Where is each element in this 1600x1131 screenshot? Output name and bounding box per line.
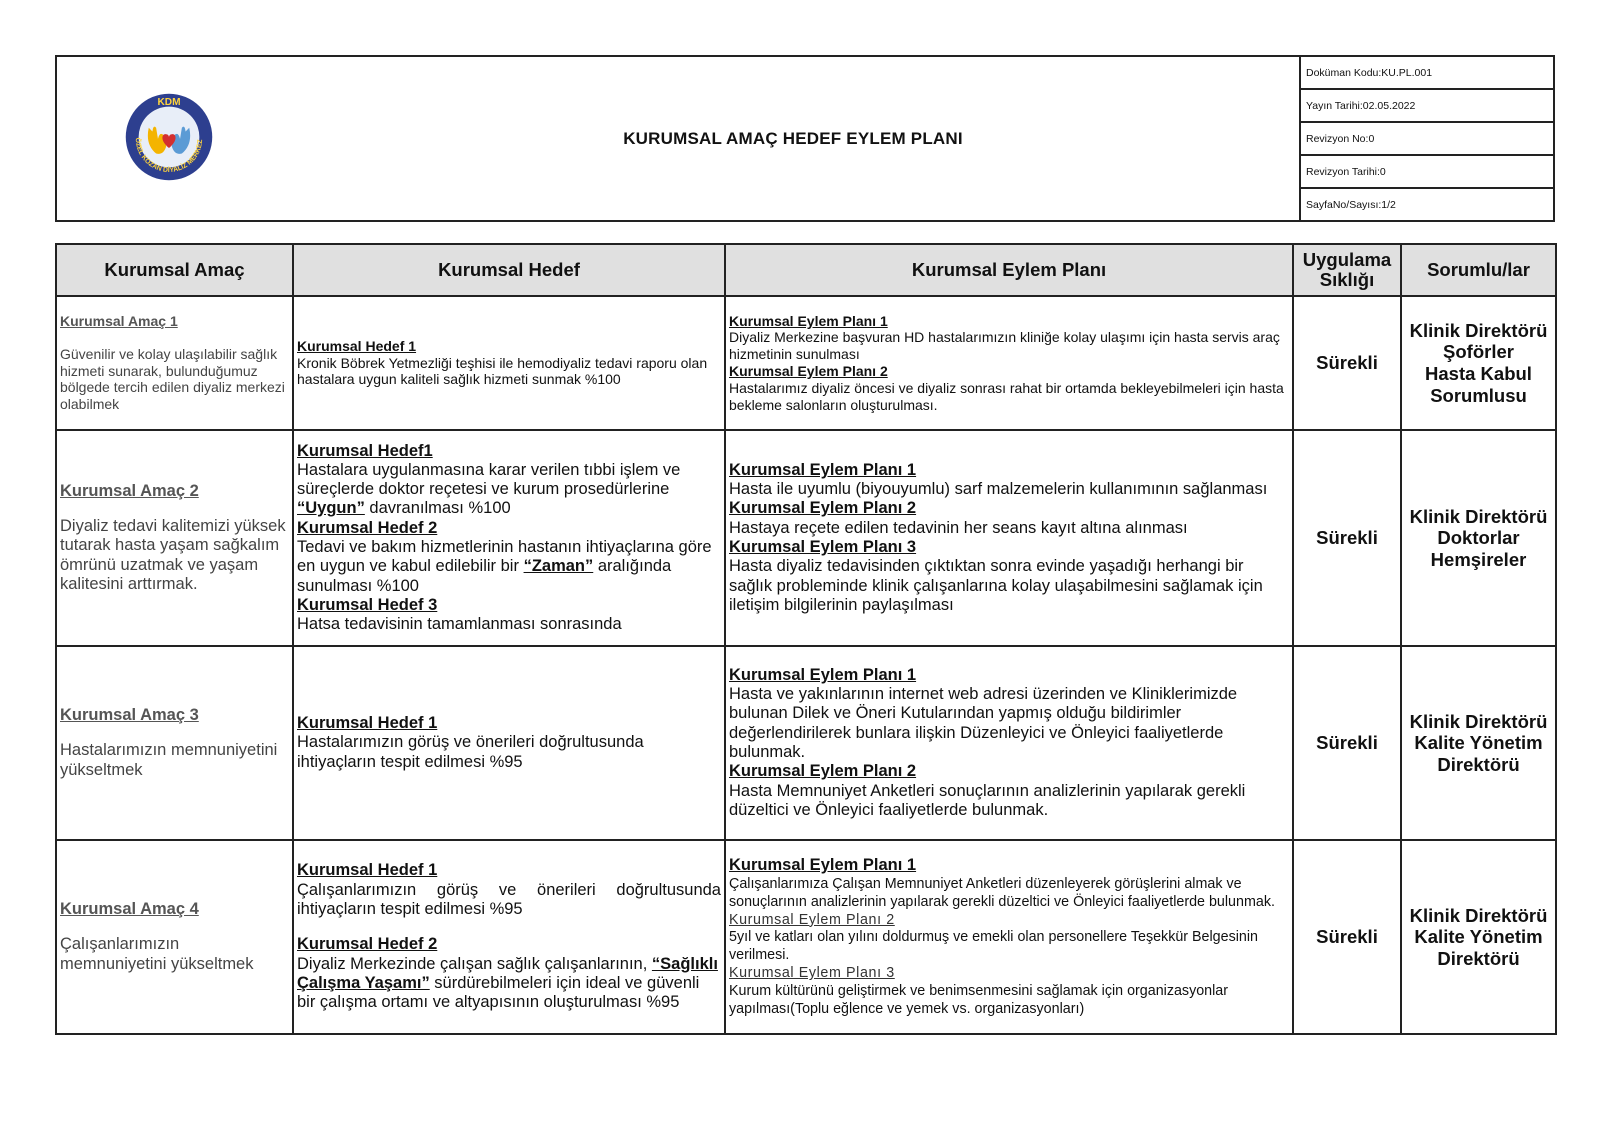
sorumlu-item: Klinik Direktörü — [1409, 319, 1548, 341]
kdm-logo-icon — [123, 91, 215, 183]
sorumlu-item: Kalite Yönetim — [1414, 926, 1543, 948]
hedef-title: Kurumsal Hedef 1 — [297, 861, 438, 880]
eylem-text: Kurum kültürünü geliştirmek ve benimsenmesini sağlamak için organizasyonlar yapılması(Toplu eğlence ve yemek vs. organizasyonları) — [729, 983, 1229, 1017]
amac-cell — [56, 296, 293, 430]
eylem-text: Hasta ve yakınlarının internet web adresi üzerinden ve Kliniklerimizde bulunan Dilek ve Öneri Kutularından yapmış olduğu bildirimler değerlendirilerek bunlara ilişkin Düzenleyici ve Önleyici faaliyetlerde bulunmak. — [729, 685, 1238, 761]
siklik-cell: Sürekli — [1293, 296, 1401, 430]
meta-page-number: SayfaNo/Sayısı:1/2 — [1306, 198, 1396, 211]
sorumlu-item: Şoförler — [1443, 341, 1514, 363]
sorumlu-item: Klinik Direktörü — [1409, 505, 1548, 527]
meta-publish-date: Yayın Tarihi:02.05.2022 — [1301, 90, 1553, 123]
sorumlu-cell — [1401, 646, 1556, 840]
sorumlu-item: Direktörü — [1437, 947, 1520, 969]
table-row — [56, 430, 1556, 646]
amac-text: Güvenilir ve kolay ulaşılabilir sağlık hizmeti sunarak, bulunduğumuz bölgede tercih edilen diyaliz merkezi olabilmek — [60, 345, 285, 413]
logo-top-text: KDM — [157, 96, 181, 108]
amac-cell — [56, 840, 293, 1034]
eylem-cell — [725, 296, 1293, 430]
eylem-text: Hasta diyaliz tedavisinden çıktıktan sonra evinde yaşadığı herhangi bir sağlık probleminde klinik çalışanlarına kolay ulaşabilmesini sağlamak için iletişim bilgilerinin paylaşılması — [729, 557, 1263, 614]
hedef-text-part: aralığında sunulması %100 — [297, 557, 672, 595]
eylem-title: Kurumsal Eylem Planı 1 — [729, 665, 917, 684]
hedef-title: Kurumsal Hedef 3 — [297, 595, 438, 614]
hedef-cell — [293, 646, 725, 840]
meta-document-code: Doküman Kodu:KU.PL.001 — [1301, 57, 1553, 90]
hedef-text-part: Tedavi ve bakım hizmetlerinin hastanın ihtiyaçlarına göre en uygun ve kabul edilebilir bir — [297, 538, 712, 576]
table-header-row — [56, 244, 1556, 296]
sorumlu-cell — [1401, 840, 1556, 1034]
hedef-text — [297, 538, 721, 596]
hedef-title: Kurumsal Hedef 2 — [297, 935, 438, 954]
amac-title: Kurumsal Amaç 1 — [60, 313, 178, 329]
column-header-sorumlu: Sorumlu/lar — [1401, 244, 1556, 296]
eylem-text: Hasta ile uyumlu (biyouyumlu) sarf malzemelerin kullanımının sağlanması — [729, 480, 1268, 499]
eylem-text: Çalışanlarımıza Çalışan Memnuniyet Anketleri düzenleyerek görüşlerini almak ve sonuçlarının analizlerinin yapılarak gerekli düzeltici ve Önleyici faaliyetlerde bulunmak. — [729, 875, 1275, 910]
eylem-cell — [725, 430, 1293, 646]
eylem-title: Kurumsal Eylem Planı 2 — [729, 499, 917, 518]
hedef-title: Kurumsal Hedef 2 — [297, 518, 438, 537]
hedef-text: Hastalarımızın görüş ve önerileri doğrultusunda ihtiyaçların tespit edilmesi %95 — [297, 733, 644, 771]
eylem-cell — [725, 840, 1293, 1034]
hedef-text: Hatsa tedavisinin tamamlanması sonrasında — [297, 615, 622, 634]
siklik-cell: Sürekli — [1293, 646, 1401, 840]
amac-text: Çalışanlarımızın memnuniyetini yükseltmek — [60, 935, 254, 973]
sorumlu-item: Klinik Direktörü — [1409, 710, 1548, 732]
hedef-cell — [293, 430, 725, 646]
hedef-text — [297, 461, 721, 519]
siklik-cell: Sürekli — [1293, 430, 1401, 646]
table-row — [56, 646, 1556, 840]
eylem-text: Hastaya reçete edilen tedavinin her seans kayıt altına alınması — [729, 518, 1188, 537]
amac-cell — [56, 430, 293, 646]
eylem-title: Kurumsal Eylem Planı 2 — [729, 363, 888, 379]
amac-text: Diyaliz tedavi kalitemizi yüksek tutarak hasta yaşam sağkalım ömrünü uzatmak ve yaşam kalitesini arttırmak. — [60, 517, 286, 593]
logo-ring-text: ÖZEL KOZAN DİYALİZ MERKEZ — [133, 137, 205, 175]
document-title: KURUMSAL AMAÇ HEDEF EYLEM PLANI — [623, 128, 963, 148]
hedef-text-part: sürdürebilmeleri için ideal ve güvenli bir çalışma ortamı ve altyapısının oluşturulması %95 — [297, 973, 700, 1012]
sorumlu-cell — [1401, 296, 1556, 430]
hedef-cell — [293, 840, 725, 1034]
hedef-emphasis: “Uygun” — [297, 499, 365, 518]
amac-title: Kurumsal Amaç 2 — [60, 481, 199, 500]
hedef-text — [297, 955, 721, 1013]
eylem-title: Kurumsal Eylem Planı 1 — [729, 856, 917, 875]
document-meta — [1299, 57, 1553, 220]
hedef-text-part: Hastalara uygulanmasına karar verilen tıbbi işlem ve süreçlerde doktor reçetesi ve kurum prosedürlerine — [297, 460, 681, 499]
table-row — [56, 840, 1556, 1034]
eylem-title: Kurumsal Eylem Planı 2 — [729, 762, 917, 781]
amac-title: Kurumsal Amaç 4 — [60, 900, 199, 919]
hedef-text-part: Diyaliz Merkezinde çalışan sağlık çalışanlarının, — [297, 954, 652, 973]
amac-title: Kurumsal Amaç 3 — [60, 706, 199, 725]
sorumlu-item: Doktorlar — [1437, 527, 1520, 549]
plan-table — [55, 243, 1557, 1035]
hedef-emphasis: “Sağlıklı Çalışma Yaşamı” — [297, 954, 718, 992]
sorumlu-item: Sorumlusu — [1430, 384, 1527, 406]
column-header-siklik: Uygulama Sıklığı — [1293, 244, 1401, 296]
sorumlu-item: Direktörü — [1437, 753, 1520, 775]
eylem-title: Kurumsal Eylem Planı 2 — [729, 911, 895, 928]
sorumlu-item: Hasta Kabul — [1425, 363, 1532, 384]
eylem-text: Hasta Memnuniyet Anketleri sonuçlarının analizlerinin yapılarak gerekli düzeltici ve Önleyici faaliyetlerde bulunmak. — [729, 781, 1246, 819]
eylem-title: Kurumsal Eylem Planı 3 — [729, 965, 895, 982]
hedef-title: Kurumsal Hedef 1 — [297, 714, 438, 733]
eylem-text: 5yıl ve katları olan yılını doldurmuş ve emekli olan personellere Teşekkür Belgesinin verilmesi. — [729, 929, 1258, 964]
hedef-title: Kurumsal Hedef 1 — [297, 337, 417, 354]
column-header-hedef: Kurumsal Hedef — [293, 244, 725, 296]
hedef-text-part: davranılması %100 — [364, 499, 511, 518]
hedef-cell — [293, 296, 725, 430]
column-header-eylem: Kurumsal Eylem Planı — [725, 244, 1293, 296]
sorumlu-cell — [1401, 430, 1556, 646]
table-row — [56, 296, 1556, 430]
eylem-cell — [725, 646, 1293, 840]
sorumlu-item: Klinik Direktörü — [1409, 904, 1548, 926]
eylem-text: Diyaliz Merkezine başvuran HD hastalarımızın kliniğe kolay ulaşımı için hasta servis araç hizmetinin sunulması — [729, 329, 1280, 363]
sorumlu-item: Hemşireler — [1430, 548, 1527, 570]
hedef-text: Çalışanlarımızın görüş ve önerileri doğrultusunda ihtiyaçların tespit edilmesi %95 — [297, 880, 721, 919]
hedef-text: Kronik Böbrek Yetmezliği teşhisi ile hemodiyaliz tedavi raporu olan hastalara uygun kaliteli sağlık hizmeti sunmak %100 — [297, 354, 708, 388]
eylem-text: Hastalarımız diyaliz öncesi ve diyaliz sonrası rahat bir ortamda bekleyebilmeleri için hasta bekleme salonların oluşturulması. — [729, 379, 1284, 413]
eylem-title: Kurumsal Eylem Planı 1 — [729, 460, 917, 479]
meta-revision-date: Revizyon Tarihi:0 — [1301, 156, 1553, 189]
amac-cell — [56, 646, 293, 840]
hedef-emphasis: “Zaman” — [523, 557, 594, 576]
meta-revision-no: Revizyon No:0 — [1301, 123, 1553, 156]
sorumlu-item: Kalite Yönetim — [1414, 732, 1543, 754]
column-header-amac: Kurumsal Amaç — [56, 244, 293, 296]
siklik-cell: Sürekli — [1293, 840, 1401, 1034]
eylem-title: Kurumsal Eylem Planı 1 — [729, 312, 888, 329]
document-header — [55, 55, 1555, 222]
hedef-title: Kurumsal Hedef1 — [297, 441, 433, 460]
amac-text: Hastalarımızın memnuniyetini yükseltmek — [60, 741, 278, 779]
eylem-title: Kurumsal Eylem Planı 3 — [729, 538, 917, 556]
logo-area — [57, 57, 287, 220]
